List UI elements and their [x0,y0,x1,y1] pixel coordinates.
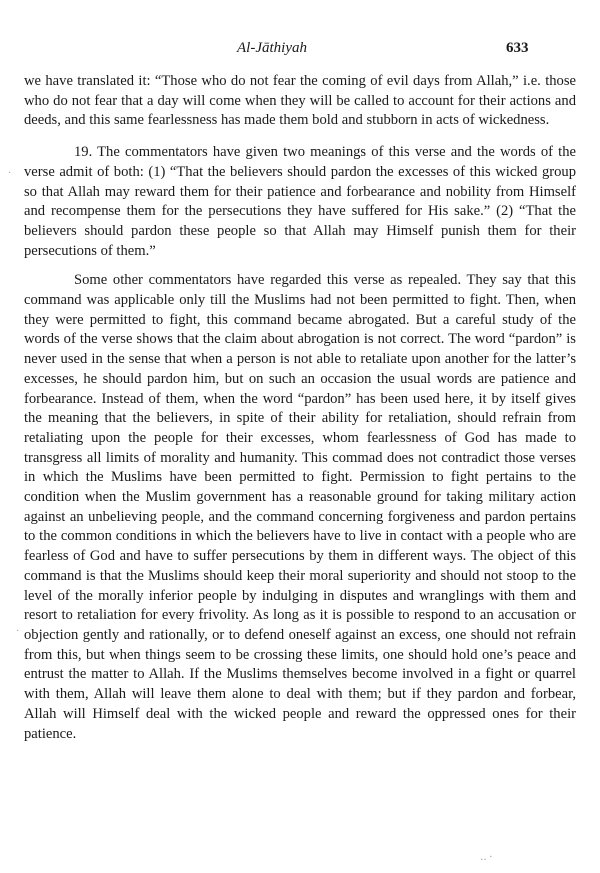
paragraph-gap [24,131,576,143]
running-title: Al-Jāthiyah [237,40,307,56]
print-speck: · [16,626,20,637]
paragraph-gap [24,261,576,271]
print-speck: · [8,168,12,179]
paragraph-continuation: we have translated it: “Those who do not fear the coming of evil days from Allah,” i.e. those who do not fear that a day will come when they will be called to account for their actions and deeds, and this same fearlessness has made them bold and stubborn in acts of wickedness. [24,73,576,129]
page-number: 633 [506,40,529,56]
commentary-paragraph: Some other commentators have regarded this verse as repealed. They say that this command was applicable only till the Muslims had not been permitted to fight. Then, when they were permitted to fight, this command became abrogated. But a careful study of the words of the verse shows that the claim about abrogation is not correct. The word “pardon” is never used in the sense that when a person is not able to retaliate upon another for the latter’s excesses, he should pardon him, but on such an occasion the usual words are patience and forbearance. Instead of them, when the word “pardon” has been used here, it by itself gives the meaning that the believers, in spite of their ability for retaliation, should refrain from retaliating upon the people for their excesses, whom fearlessness of God has made to transgress all limits of morality and humanity. This commad does not contradict those verses in which the Muslims have been permitted to fight. Permission to fight pertains to the condition when the Muslim government has a reasonable ground for taking military action against an unbelieving people, and the command concerning forgiveness and pardon pertains to the common conditions in which the believers have to live in contact with a people who are fearless of God and have to suffer persecutions by them in different ways. The object of this command is that the Muslims should keep their moral superiority and should not stoop to the level of the morally inferior people by indulging in disputes and wranglings with them and resort to retaliation for every frivolity. As long as it is possible to respond to an accusation or objection gently and rationally, or to defend oneself against an excess, one should not refrain from this, but when things seem to be crossing these limits, one should hold one’s peace and entrust the matter to Allah. If the Muslims themselves become involved in a fight or quarrel with them, Allah will leave them alone to deal with them; but if they pardon and forbear, Allah will Himself deal with the wicked people and reward the oppressed ones for their patience. [24,272,576,742]
print-speck: ‥ · [480,852,493,863]
body-text [24,72,576,744]
running-head [0,40,600,62]
note-19-paragraph: 19. The commentators have given two meanings of this verse and the words of the verse admit of both: (1) “That the believers should pardon the excesses of this wicked group so that Allah may reward them for their patience and forbearance and nobility from Himself and recompense them for the persecutions they have suffered for His sake.” (2) “That the believers should pardon these people so that Allah may Himself punish them for their persecutions of them.” [24,144,576,259]
